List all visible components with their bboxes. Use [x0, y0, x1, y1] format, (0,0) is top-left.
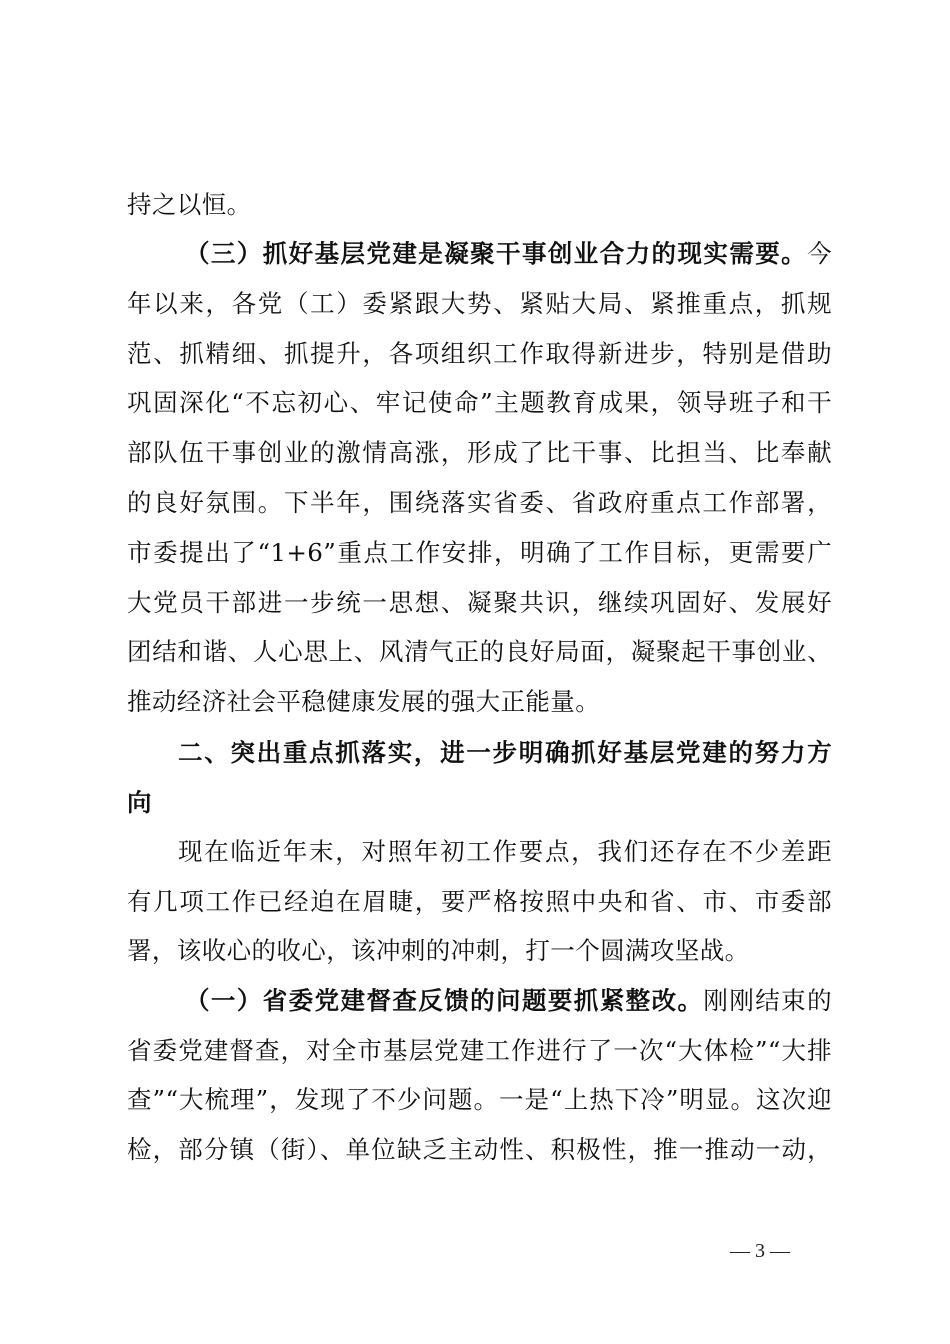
text-line: 年以来，各党（工）委紧跟大势、紧贴大局、紧推重点，抓规	[127, 289, 832, 318]
text-line: 的良好氛围。下半年，围绕落实省委、省政府重点工作部署，	[127, 488, 832, 517]
text-line: 市委提出了“1+6”重点工作安排，明确了工作目标，更需要广	[127, 538, 832, 567]
text-line: 部队伍干事创业的激情高涨，形成了比干事、比担当、比奉献	[127, 438, 832, 467]
text-line: 有几项工作已经迫在眉睫，要严格按照中央和省、市、市委部	[127, 887, 832, 916]
subsection-heading-3: （三）抓好基层党建是凝聚干事创业合力的现实需要。	[185, 239, 808, 268]
subsection-heading-1: （一）省委党建督查反馈的问题要抓紧整改。	[185, 986, 704, 1015]
text-line: 现在临近年末，对照年初工作要点，我们还存在不少差距	[178, 837, 832, 866]
text-line: 查”“大梳理”，发现了不少问题。一是“上热下冷”明显。这次迎	[127, 1085, 832, 1114]
paragraph-heading-line	[185, 979, 832, 1023]
text-fragment: 刚刚结束的	[703, 986, 833, 1015]
text-line: 省委党建督查，对全市基层党建工作进行了一次“大体检”“大排	[127, 1036, 832, 1065]
text-line: 巩固深化“不忘初心、牢记使命”主题教育成果，领导班子和干	[127, 388, 832, 417]
page-number: — 3 —	[730, 1240, 790, 1262]
text-fragment: 今	[807, 239, 832, 268]
text-line: 大党员干部进一步统一思想、凝聚共识，继续巩固好、发展好	[127, 588, 832, 617]
text-line: 团结和谐、人心思上、风清气正的良好局面，凝聚起干事创业、	[127, 637, 832, 666]
text-line: 持之以恒。	[127, 190, 252, 219]
text-line: 署，该收心的收心，该冲刺的冲刺，打一个圆满攻坚战。	[127, 936, 750, 965]
paragraph-heading-line	[185, 232, 832, 276]
text-line: 推动经济社会平稳健康发展的强大正能量。	[127, 687, 601, 716]
section-heading-2: 二、突出重点抓落实，进一步明确抓好基层党建的努力方	[178, 738, 832, 767]
section-heading-2-cont: 向	[127, 788, 152, 817]
text-line: 检，部分镇（街）、单位缺乏主动性、积极性，推一推动一动，	[127, 1135, 832, 1164]
text-line: 范、抓精细、抓提升，各项组织工作取得新进步，特别是借助	[127, 339, 832, 368]
